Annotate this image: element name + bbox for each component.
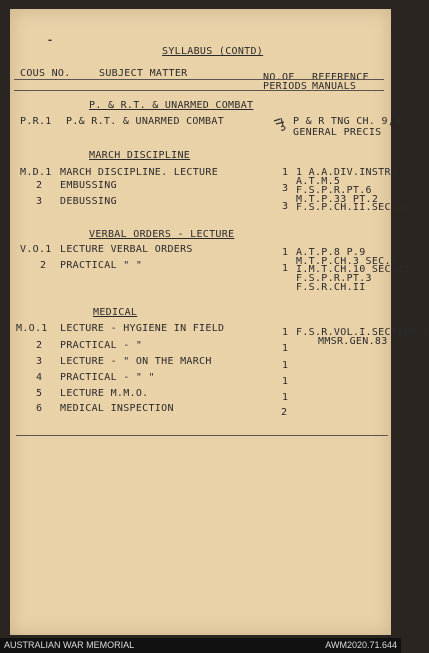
row-subject: MARCH DISCIPLINE. LECTURE — [60, 167, 219, 178]
header-rule-top — [14, 79, 384, 80]
row-periods: 1 — [282, 247, 289, 258]
row-subject: MEDICAL INSPECTION — [60, 403, 174, 414]
section-title-verbal: VERBAL ORDERS - LECTURE — [89, 229, 235, 240]
row-reference: A.T.M.5 — [296, 176, 341, 187]
row-subject: LECTURE - HYGIENE IN FIELD — [60, 323, 225, 334]
row-periods: 1 — [282, 327, 289, 338]
row-reference: M.T.P.CH.3 SEC.5 — [296, 256, 398, 267]
row-no: V.O.1 — [20, 244, 52, 255]
row-no: M.D.1 — [20, 167, 52, 178]
row-reference: F.S.R.CH.II — [296, 282, 366, 293]
column-header-reference: REFERENCE — [312, 72, 369, 83]
row-subject: LECTURE - " ON THE MARCH — [60, 356, 212, 367]
row-periods: 2 — [281, 407, 288, 418]
row-reference: MMSR.GEN.83 — [318, 336, 388, 347]
section-title-march: MARCH DISCIPLINE — [89, 150, 191, 161]
row-subject: EMBUSSING — [60, 180, 117, 191]
column-header-subject-matter: SUBJECT MATTER — [99, 68, 188, 79]
row-subject: P.& R.T. & UNARMED COMBAT — [66, 116, 225, 127]
row-reference: P & R TNG CH. 9,4 — [293, 116, 401, 127]
page-mark: - — [47, 35, 54, 46]
row-periods: 1 — [282, 360, 289, 371]
column-header-periods: NO.OF — [263, 72, 295, 83]
row-periods: 1 — [282, 263, 289, 274]
row-periods: 1 — [282, 343, 289, 354]
row-periods: 3 — [282, 201, 289, 212]
footer-accession-number: AWM2020.71.644 — [325, 640, 397, 650]
row-reference: I.M.T.CH.10 SEC.65 — [296, 264, 410, 275]
row-no: 6 — [36, 403, 43, 414]
row-periods: 3 — [282, 183, 289, 194]
row-reference: F.S.P.R.PT.3 — [296, 273, 372, 284]
row-periods: 1 — [282, 392, 289, 403]
column-header-reference-2: MANUALS — [312, 81, 357, 92]
footer-institution: AUSTRALIAN WAR MEMORIAL — [4, 640, 135, 650]
row-periods: 1 — [282, 167, 289, 178]
row-reference: F.S.P.CH.II.SEC.37 — [296, 202, 410, 213]
row-subject: LECTURE M.M.O. — [60, 388, 149, 399]
row-subject: DEBUSSING — [60, 196, 117, 207]
row-no: 2 — [36, 340, 43, 351]
row-reference: A.T.P.8 P.9 — [296, 247, 366, 258]
row-subject: LECTURE VERBAL ORDERS — [60, 244, 193, 255]
row-no: 3 — [36, 196, 43, 207]
row-no: 5 — [36, 388, 43, 399]
row-no: 3 — [36, 356, 43, 367]
row-no: P.R.1 — [20, 116, 52, 127]
row-no: 2 — [36, 180, 43, 191]
row-subject: PRACTICAL " " — [60, 260, 143, 271]
row-subject: PRACTICAL - " " — [60, 372, 155, 383]
row-no: 2 — [40, 260, 47, 271]
header-rule-bottom — [14, 90, 384, 91]
row-reference: 1 A.A.DIV.INSTRN — [296, 167, 398, 178]
row-reference: F.S.P.R.PT.6 — [296, 185, 372, 196]
row-periods: 1 — [282, 376, 289, 387]
row-reference: F.S.R.VOL.I.SECTION.3 — [296, 327, 429, 338]
section-title-pt: P. & R.T. & UNARMED COMBAT — [89, 100, 254, 111]
section-title-medical: MEDICAL — [93, 307, 138, 318]
archive-footer — [0, 638, 401, 653]
handwritten-scribble-icon — [272, 117, 292, 133]
row-reference: GENERAL PRECIS — [293, 127, 382, 138]
handwritten-periods-note — [272, 117, 292, 135]
row-no: 4 — [36, 372, 43, 383]
column-header-course-no: COUS NO. — [20, 68, 71, 79]
row-reference: M.T.P.33 PT.2 — [296, 194, 379, 205]
column-header-periods-2: PERIODS — [263, 81, 308, 92]
document-heading: SYLLABUS (CONTD) — [162, 46, 264, 57]
closing-rule — [16, 435, 388, 436]
row-no: M.O.1 — [16, 323, 48, 334]
row-subject: PRACTICAL - " — [60, 340, 143, 351]
